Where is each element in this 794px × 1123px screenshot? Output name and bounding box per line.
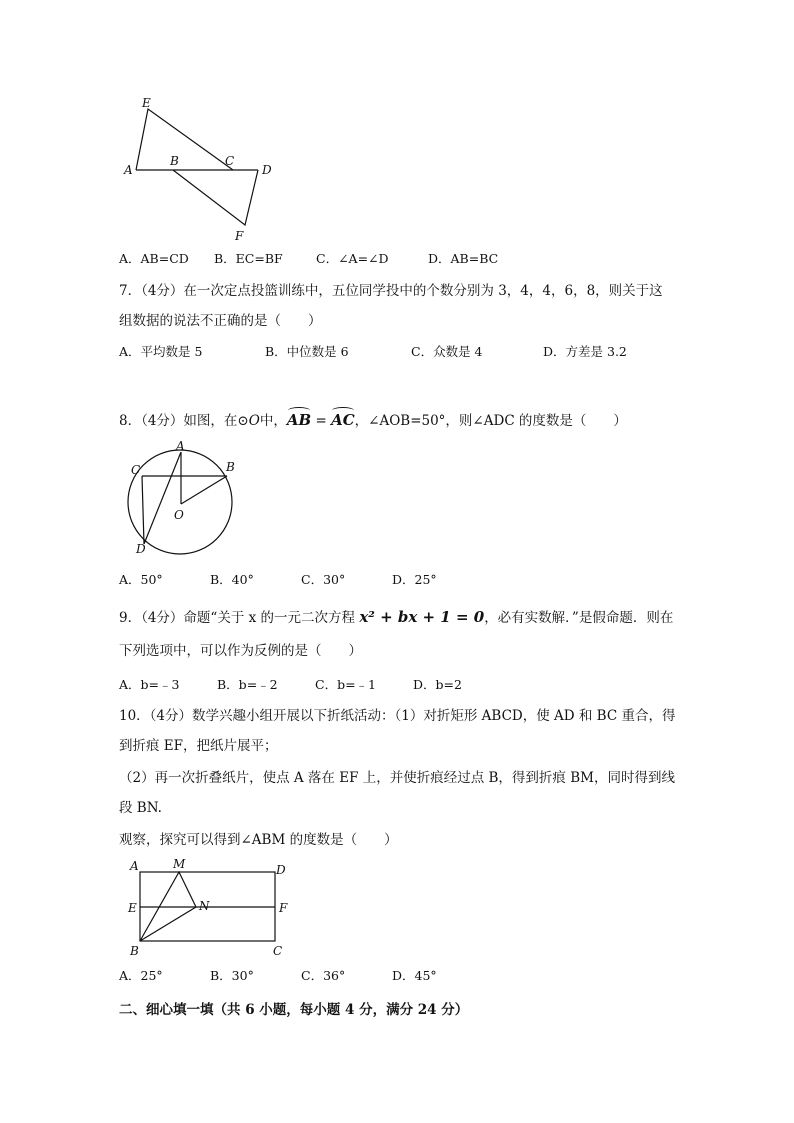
- q8-circle-o: O: [248, 413, 260, 429]
- q10-stem-line5: 观察，探究可以得到∠ABM 的度数是（ ）: [119, 832, 398, 848]
- q9-stem-line1: [119, 607, 673, 628]
- q8-option-c: C．30°: [301, 572, 346, 587]
- q7-option-c: C．众数是 4: [411, 344, 483, 359]
- q9-stem-b: ，必有实数解．”是假命题．则在: [484, 610, 674, 626]
- q8-equal-sign: =: [311, 413, 332, 429]
- q9-option-d: D．b=2: [413, 677, 462, 692]
- q9-option-c: C．b=﹣1: [315, 677, 376, 692]
- q8-stem-prefix: 8．（4分）如图，在⊙: [119, 413, 249, 429]
- q6-option-d: D．AB=BC: [428, 251, 499, 266]
- q6-label-d: D: [262, 163, 272, 177]
- q8-option-d: D．25°: [392, 572, 437, 587]
- q10-option-a: A．25°: [119, 968, 163, 983]
- q10-stem-line3: （2）再一次折叠纸片，使点 A 落在 EF 上，并使折痕经过点 B，得到折痕 BM，同时得到线: [119, 770, 675, 786]
- q9-equation: x² + bx + 1 = 0: [359, 608, 485, 626]
- q6-figure: [118, 92, 298, 244]
- q8-option-a: A．50°: [119, 572, 163, 587]
- q10-label-b: B: [130, 944, 139, 958]
- q10-label-m: M: [173, 857, 186, 871]
- section-2-heading: 二、细心填一填（共 6 小题，每小题 4 分，满分 24 分）: [119, 1002, 469, 1018]
- q8-figure: [118, 440, 253, 558]
- q6-label-b: B: [170, 154, 179, 168]
- q6-label-e: E: [142, 96, 151, 110]
- q10-option-d: D．45°: [392, 968, 437, 983]
- q6-label-f: F: [235, 229, 244, 243]
- q8-label-o: O: [174, 508, 184, 522]
- q7-option-b: B．中位数是 6: [265, 344, 349, 359]
- q8-label-d: D: [136, 542, 146, 556]
- q10-stem-line1: 10．（4分）数学兴趣小组开展以下折纸活动：（1）对折矩形 ABCD，使 AD 和 BC 重合，得: [119, 708, 676, 724]
- q8-chord-d-a: [144, 452, 181, 544]
- q10-label-e: E: [128, 901, 137, 915]
- q8-chord-d-c: [142, 476, 144, 544]
- q8-arc-ac: AC: [331, 411, 355, 429]
- q8-stem: [119, 410, 627, 431]
- q7-option-d: D．方差是 3.2: [543, 344, 627, 359]
- q8-radius-o-b: [181, 476, 227, 504]
- q6-option-a: A．AB=CD: [119, 251, 189, 266]
- q6-option-b: B．EC=BF: [214, 251, 283, 266]
- q10-label-f: F: [279, 901, 288, 915]
- q6-line-a-e: [136, 109, 233, 170]
- q8-label-c: C: [131, 463, 141, 477]
- q6-line-b-f: [173, 170, 258, 225]
- q7-option-a: A．平均数是 5: [119, 344, 203, 359]
- q7-stem-line2: 组数据的说法不正确的是（ ）: [119, 313, 322, 329]
- q10-label-n: N: [199, 899, 210, 913]
- q9-option-a: A．b=﹣3: [119, 677, 180, 692]
- q6-label-a: A: [124, 163, 133, 177]
- q8-stem-suffix: ，∠AOB=50°，则∠ADC 的度数是（ ）: [354, 413, 627, 429]
- q10-label-d: D: [276, 863, 286, 877]
- q8-label-b: B: [226, 460, 235, 474]
- q6-option-c: C．∠A=∠D: [316, 251, 389, 266]
- q10-option-b: B．30°: [210, 968, 254, 983]
- q8-option-b: B．40°: [210, 572, 254, 587]
- q10-figure: [118, 855, 298, 963]
- q8-stem-mid: 中，: [259, 413, 287, 429]
- q10-stem-line2: 到折痕 EF，把纸片展平；: [119, 738, 278, 754]
- q9-stem-a: 9．（4分）命题“关于 x 的一元二次方程: [119, 610, 360, 626]
- q10-label-a: A: [130, 859, 139, 873]
- q9-stem-line2: 下列选项中，可以作为反例的是（ ）: [119, 643, 362, 659]
- q10-label-c: C: [273, 944, 283, 958]
- q10-option-c: C．36°: [301, 968, 346, 983]
- q10-stem-line4: 段 BN.: [119, 800, 162, 816]
- q8-arc-ab: AB: [286, 411, 312, 429]
- q6-label-c: C: [225, 154, 235, 168]
- q8-label-a: A: [176, 440, 185, 453]
- q9-option-b: B．b=﹣2: [217, 677, 278, 692]
- q7-stem-line1: 7．（4分）在一次定点投篮训练中，五位同学投中的个数分别为 3，4，4，6，8，则关于这: [119, 283, 663, 299]
